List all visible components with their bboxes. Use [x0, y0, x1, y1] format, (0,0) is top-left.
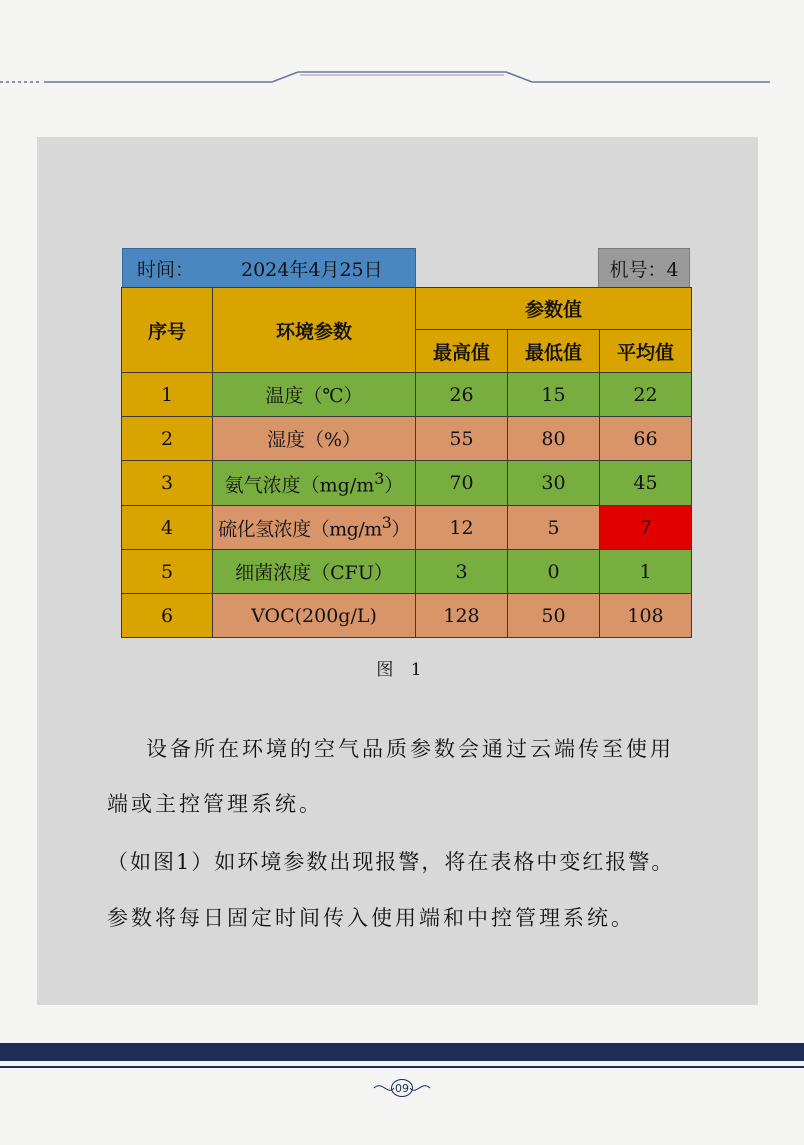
- row-avg: 45: [600, 461, 692, 506]
- row-param: 细菌浓度（CFU）: [213, 550, 416, 594]
- footer-rule: [0, 1066, 804, 1068]
- header-rule-decoration: [0, 60, 804, 100]
- row-min: 5: [508, 506, 600, 550]
- col-param-header: 环境参数: [213, 288, 416, 373]
- page-number-badge: [372, 1076, 432, 1100]
- paragraph-line-2: 端或主控管理系统。: [107, 792, 323, 816]
- paragraph-line-3: （如图1）如环境参数出现报警，将在表格中变红报警。: [107, 850, 675, 874]
- row-param: VOC(200g/L): [213, 594, 416, 638]
- row-index: 5: [122, 550, 213, 594]
- row-param-sup: 3: [374, 468, 385, 488]
- row-index: 2: [122, 417, 213, 461]
- row-index: 4: [122, 506, 213, 550]
- machine-number: 机号：4: [598, 248, 690, 288]
- row-param: [213, 506, 416, 550]
- figure-caption: 图 1: [376, 660, 428, 680]
- table-row: [122, 461, 692, 506]
- row-avg: 1: [600, 550, 692, 594]
- date-header: [122, 248, 416, 288]
- row-param-tail: ）: [391, 518, 410, 541]
- row-param: 温度（℃）: [213, 373, 416, 417]
- row-index: 6: [122, 594, 213, 638]
- table-row: [122, 550, 692, 594]
- row-param: 湿度（%）: [213, 417, 416, 461]
- row-max: 12: [416, 506, 508, 550]
- environment-table: [121, 287, 692, 638]
- row-min: 50: [508, 594, 600, 638]
- row-max: 3: [416, 550, 508, 594]
- col-avg-header: 平均值: [600, 330, 692, 373]
- table-row: [122, 594, 692, 638]
- row-max: 128: [416, 594, 508, 638]
- row-param-sup: 3: [381, 513, 392, 533]
- row-max: 55: [416, 417, 508, 461]
- col-index-header: 序号: [122, 288, 213, 373]
- row-param-tail: ）: [384, 474, 404, 497]
- paragraph-line-4: 参数将每日固定时间传入使用端和中控管理系统。: [107, 906, 635, 930]
- row-param: [213, 461, 416, 506]
- row-param-text: 硫化氢浓度（mg/m: [218, 518, 382, 541]
- col-values-header: 参数值: [416, 288, 692, 330]
- alarm-cell: 7: [600, 506, 692, 550]
- row-avg: 22: [600, 373, 692, 417]
- ornament-icon: [372, 1076, 432, 1100]
- row-min: 80: [508, 417, 600, 461]
- row-param-text: 氨气浓度（mg/m: [224, 474, 375, 497]
- col-min-header: 最低值: [508, 330, 600, 373]
- paragraph-line-1: 设备所在环境的空气品质参数会通过云端传至使用: [146, 737, 674, 761]
- row-min: 15: [508, 373, 600, 417]
- row-min: 0: [508, 550, 600, 594]
- row-index: 3: [122, 461, 213, 506]
- table-row: [122, 417, 692, 461]
- row-max: 70: [416, 461, 508, 506]
- col-max-header: 最高值: [416, 330, 508, 373]
- time-label: 时间：: [137, 258, 195, 281]
- row-avg: 66: [600, 417, 692, 461]
- page-number: 09: [391, 1079, 413, 1097]
- table-row: [122, 373, 692, 417]
- row-avg: 108: [600, 594, 692, 638]
- table-row: [122, 506, 692, 550]
- row-index: 1: [122, 373, 213, 417]
- row-min: 30: [508, 461, 600, 506]
- date-value: 2024年4月25日: [241, 258, 383, 281]
- footer-band: [0, 1043, 804, 1061]
- row-max: 26: [416, 373, 508, 417]
